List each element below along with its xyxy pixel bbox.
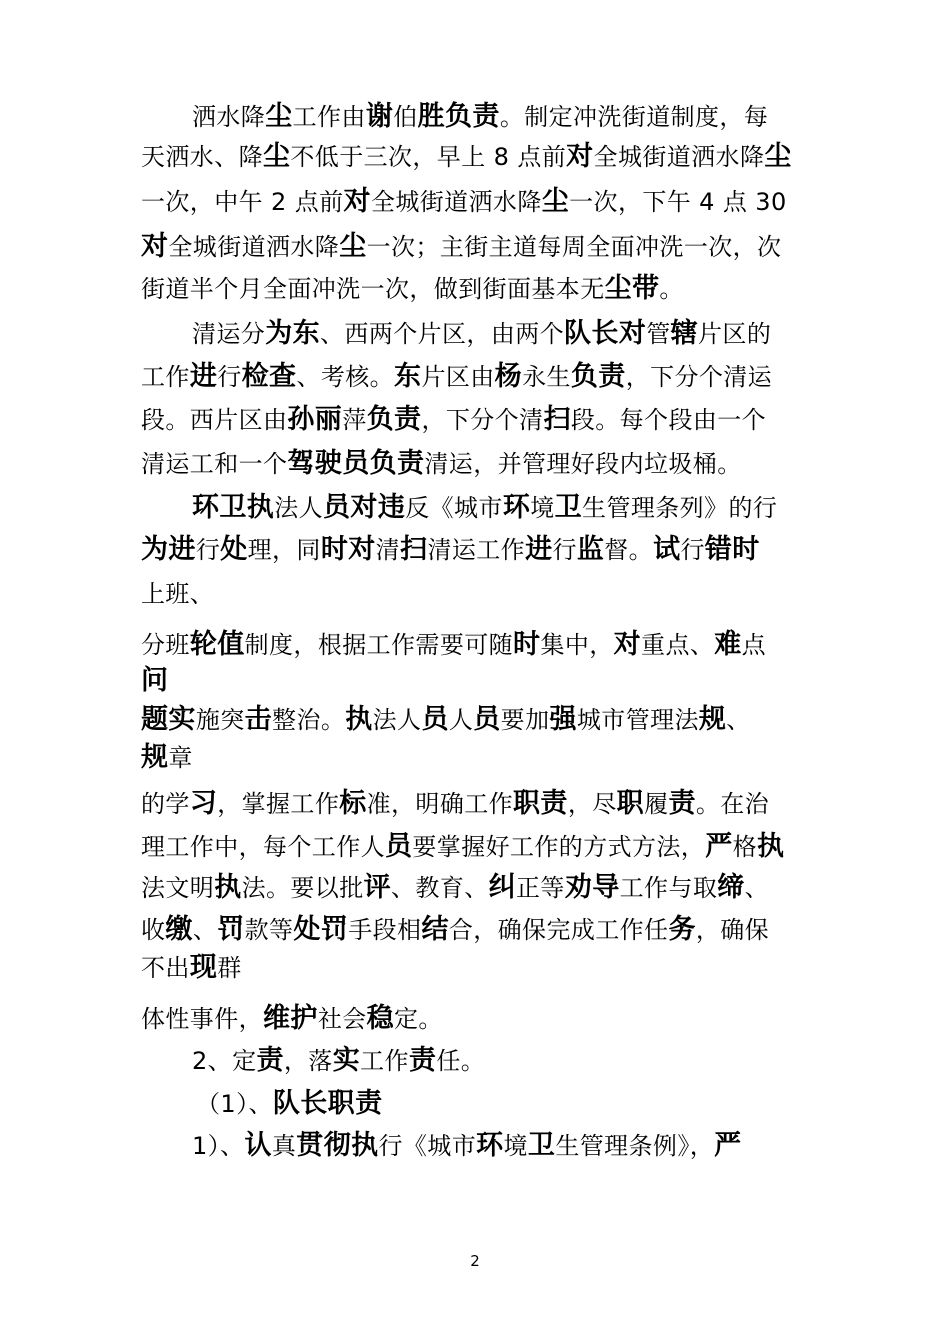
text-run-bold: 尘 — [339, 231, 367, 262]
text-run: 清 — [375, 536, 401, 564]
text-run: 手段相 — [348, 916, 422, 944]
text-run: 境 — [530, 494, 555, 522]
text-run: 施突 — [195, 706, 245, 734]
paragraph-line-5 — [141, 274, 684, 304]
text-run-bold: 对 — [613, 629, 642, 660]
text-run-bold: 员 — [385, 831, 413, 862]
text-run-bold: 罚 — [217, 914, 245, 945]
text-run: 督。 — [604, 536, 654, 564]
text-run: （1）、 — [196, 1090, 273, 1118]
text-run-bold: 执 — [214, 872, 242, 903]
text-run: 生管理条例》， — [555, 1132, 715, 1160]
text-run: 工作 — [360, 1047, 409, 1075]
text-run-bold: 劝导 — [564, 872, 620, 903]
text-run-bold: 尘 — [265, 101, 293, 132]
text-run-bold: 执 — [345, 704, 373, 735]
paragraph-line-15 — [141, 705, 751, 735]
text-run-bold: 进 — [525, 534, 553, 565]
text-run-bold: 环 — [476, 1130, 504, 1161]
text-run: ，落 — [283, 1047, 333, 1075]
text-run-bold: 缔 — [717, 872, 745, 903]
text-run-bold: 难 — [714, 629, 742, 660]
paragraph-line-4 — [141, 232, 781, 262]
text-run-bold: 员 — [473, 704, 501, 735]
text-run: ，尽 — [567, 790, 617, 818]
paragraph-line-21 — [141, 953, 242, 983]
text-run-bold: 标 — [339, 788, 367, 819]
text-run: ，下分个清 — [421, 406, 544, 434]
text-run: 理工作中，每个工作人 — [141, 833, 385, 861]
text-run: 工作与取 — [619, 874, 718, 902]
text-run-bold: 稳 — [366, 1003, 395, 1034]
text-run: 法人 — [274, 494, 324, 522]
text-run: 清运工作 — [427, 536, 526, 564]
text-run-bold: 检查 — [241, 361, 297, 392]
text-run: ，下分个清运 — [625, 363, 773, 391]
text-run-bold: 务 — [668, 914, 696, 945]
text-run: 清运工和一个 — [141, 450, 288, 478]
text-run: ，确保 — [695, 916, 770, 944]
text-run: 行 — [552, 536, 577, 564]
text-run-bold: 问 — [141, 665, 169, 696]
text-run: 伯 — [393, 103, 418, 131]
text-run: 制度，根据工作需要可随 — [244, 631, 514, 659]
text-run-bold: 负责 — [366, 404, 422, 435]
paragraph-line-25 — [192, 1131, 742, 1161]
text-run-bold: 对 — [566, 141, 594, 172]
text-run: 集中， — [540, 631, 614, 659]
text-run-bold: 规 — [698, 704, 727, 735]
text-run-bold: 试 — [653, 534, 681, 565]
text-run-bold: 现 — [189, 952, 218, 983]
paragraph-line-1 — [192, 102, 768, 132]
text-run-bold: 辖 — [670, 318, 699, 349]
text-run: 格 — [732, 833, 758, 861]
paragraph-line-19 — [141, 873, 769, 903]
paragraph-line-18 — [141, 832, 784, 862]
text-run: 。 — [659, 275, 684, 303]
text-run: 管 — [646, 320, 671, 348]
paragraph-line-8 — [141, 405, 766, 435]
text-run: ，掌握工作 — [217, 790, 340, 818]
text-run-bold: 错时 — [704, 534, 760, 565]
paragraph-line-11 — [141, 535, 760, 565]
paragraph-line-6 — [192, 319, 771, 349]
text-run: 章 — [168, 744, 193, 772]
text-run: 整治。 — [272, 706, 346, 734]
paragraph-line-20 — [141, 915, 769, 945]
paragraph-line-7 — [141, 362, 772, 392]
text-run: 体性事件， — [141, 1005, 263, 1033]
text-run-bold: 题实 — [141, 704, 196, 735]
text-run: 一次，中午 2 点前 — [141, 188, 344, 216]
text-run: 段。每个段由一个 — [570, 406, 767, 434]
text-run: 的学 — [141, 790, 190, 818]
text-run-bold: 胜负责 — [417, 101, 500, 132]
text-run: 点 — [741, 631, 767, 659]
text-run: 任。 — [436, 1047, 486, 1075]
text-run: 行 — [680, 536, 705, 564]
text-run-bold: 为进 — [141, 534, 196, 565]
text-run: 一次，下午 4 点 30 — [569, 188, 787, 216]
text-run: 、 — [726, 706, 751, 734]
text-run-bold: 扫 — [543, 404, 571, 435]
text-run-bold: 进 — [189, 361, 218, 392]
text-run: 境 — [503, 1132, 528, 1160]
text-run: 片区由 — [421, 363, 495, 391]
text-run: 重点、 — [641, 631, 715, 659]
text-run-bold: 轮值 — [189, 629, 245, 660]
paragraph-line-16 — [141, 743, 193, 773]
text-run: 法人 — [372, 706, 422, 734]
paragraph-line-23 — [192, 1046, 485, 1076]
text-run-bold: 环卫执 — [192, 492, 275, 523]
text-run: 要掌握好工作的方式方法， — [412, 833, 706, 861]
text-run: 反《城市 — [405, 494, 503, 522]
text-run: 人 — [448, 706, 474, 734]
paragraph-line-10 — [192, 493, 777, 523]
text-run-bold: 杨 — [494, 361, 523, 392]
text-run: 上班、 — [141, 580, 215, 608]
text-run-bold: 缴 — [165, 914, 193, 945]
page-number: 2 — [470, 1252, 480, 1270]
text-run-bold: 员 — [421, 704, 449, 735]
text-run: 清运分 — [192, 320, 266, 348]
text-run-bold: 评 — [363, 872, 392, 903]
paragraph-line-22 — [141, 1004, 443, 1034]
text-run-bold: 驾驶员负责 — [287, 448, 425, 479]
text-run-bold: 监 — [576, 534, 605, 565]
text-run: 工作 — [141, 363, 190, 391]
text-run: 行 — [195, 536, 221, 564]
text-run-bold: 时 — [513, 629, 541, 660]
text-run: 、 — [192, 916, 218, 944]
text-run-bold: 尘 — [541, 186, 570, 217]
text-run-bold: 尘 — [263, 141, 291, 172]
text-run-bold: 对 — [343, 186, 371, 217]
text-run-bold: 谢 — [365, 101, 394, 132]
text-run-bold: 负责 — [570, 361, 626, 392]
paragraph-line-17 — [141, 789, 769, 819]
text-run-bold: 环 — [502, 492, 531, 523]
text-run-bold: 队长职责 — [272, 1088, 383, 1119]
text-run: 准，明确工作 — [366, 790, 514, 818]
text-run: 永生 — [522, 363, 571, 391]
text-run-bold: 认 — [244, 1130, 272, 1161]
text-run-bold: 贯彻执 — [296, 1130, 379, 1161]
text-run-bold: 严 — [714, 1130, 742, 1161]
paragraph-line-12 — [141, 579, 214, 609]
text-run: 全城街道洒水降 — [593, 143, 765, 171]
paragraph-line-14 — [141, 666, 168, 696]
text-run: 正等 — [516, 874, 565, 902]
text-run: 行《城市 — [378, 1132, 477, 1160]
text-run-bold: 强 — [549, 704, 577, 735]
text-run: 理，同 — [247, 536, 321, 564]
text-run-bold: 职 — [616, 788, 645, 819]
text-run: 社会 — [317, 1005, 367, 1033]
text-run-bold: 职责 — [513, 788, 568, 819]
text-run: 法文明 — [141, 874, 215, 902]
text-run: 段。西片区由 — [141, 406, 288, 434]
text-run: 片区的 — [698, 320, 772, 348]
text-run: 2、定 — [192, 1047, 257, 1075]
paragraph-line-9 — [141, 449, 742, 479]
text-run: 分班 — [141, 631, 190, 659]
text-run: 天洒水、降 — [141, 143, 263, 171]
text-run-bold: 员对违 — [323, 492, 406, 523]
text-run: 全城街道洒水降 — [370, 188, 542, 216]
text-run-bold: 尘 — [764, 141, 792, 172]
text-run: 真 — [271, 1132, 297, 1160]
paragraph-line-3 — [141, 187, 787, 217]
text-run-bold: 严 — [705, 831, 733, 862]
text-run: 合，确保完成工作任 — [448, 916, 669, 944]
paragraph-line-13 — [141, 630, 766, 660]
text-run-bold: 责 — [668, 788, 696, 819]
text-run: 群 — [217, 954, 242, 982]
text-run: 萍 — [342, 406, 367, 434]
text-run-bold: 维护 — [263, 1003, 318, 1034]
text-run-bold: 处罚 — [293, 914, 349, 945]
text-run-bold: 扫 — [400, 534, 428, 565]
text-run: 定。 — [394, 1005, 443, 1033]
paragraph-line-24 — [196, 1089, 382, 1119]
text-run-bold: 处 — [220, 534, 248, 565]
text-run: 清运，并管理好段内垃圾桶。 — [424, 450, 742, 478]
text-run: 、考核。 — [296, 363, 395, 391]
text-run: 全城街道洒水降 — [168, 233, 340, 261]
text-run: 。在治 — [695, 790, 770, 818]
text-run-bold: 习 — [189, 788, 218, 819]
text-run: 洒水降 — [192, 103, 266, 131]
text-run: 、西两个片区，由两个 — [320, 320, 565, 348]
text-run-bold: 对 — [141, 231, 169, 262]
text-run-bold: 队长对 — [564, 318, 647, 349]
text-run-bold: 时对 — [320, 534, 376, 565]
text-run: 履 — [644, 790, 669, 818]
text-run-bold: 纠 — [488, 872, 517, 903]
text-run: 不出 — [141, 954, 190, 982]
text-run: 1）、 — [192, 1132, 245, 1160]
text-run-bold: 为东 — [265, 318, 321, 349]
text-run-bold: 东 — [394, 361, 422, 392]
text-run: 。制定冲洗街道制度，每 — [499, 103, 769, 131]
text-run: 收 — [141, 916, 166, 944]
text-run: 款等 — [244, 916, 294, 944]
text-run: 街道半个月全面冲洗一次，做到街面基本无 — [141, 275, 605, 303]
text-run-bold: 责 — [408, 1045, 437, 1076]
text-run-bold: 执 — [757, 831, 785, 862]
text-run: 行 — [217, 363, 242, 391]
text-run: 、 — [744, 874, 770, 902]
text-run-bold: 孙丽 — [287, 404, 343, 435]
text-run: 、教育、 — [391, 874, 489, 902]
text-run-bold: 实 — [332, 1045, 361, 1076]
text-run-bold: 责 — [256, 1045, 284, 1076]
text-run-bold: 规 — [141, 742, 169, 773]
text-run-bold: 尘带 — [604, 273, 660, 304]
text-run-bold: 卫 — [527, 1130, 556, 1161]
text-run-bold: 卫 — [554, 492, 583, 523]
text-run: 一次；主街主道每周全面冲洗一次，次 — [366, 233, 782, 261]
text-run: 法。要以批 — [241, 874, 364, 902]
text-run: 不低于三次，早上 8 点前 — [290, 143, 567, 171]
text-run: 城市管理法 — [576, 706, 699, 734]
text-run-bold: 击 — [244, 704, 273, 735]
text-run-bold: 结 — [421, 914, 449, 945]
paragraph-line-2 — [141, 142, 792, 172]
text-run: 工作由 — [292, 103, 366, 131]
text-run: 生管理条列》的行 — [582, 494, 778, 522]
text-run: 要加 — [500, 706, 550, 734]
